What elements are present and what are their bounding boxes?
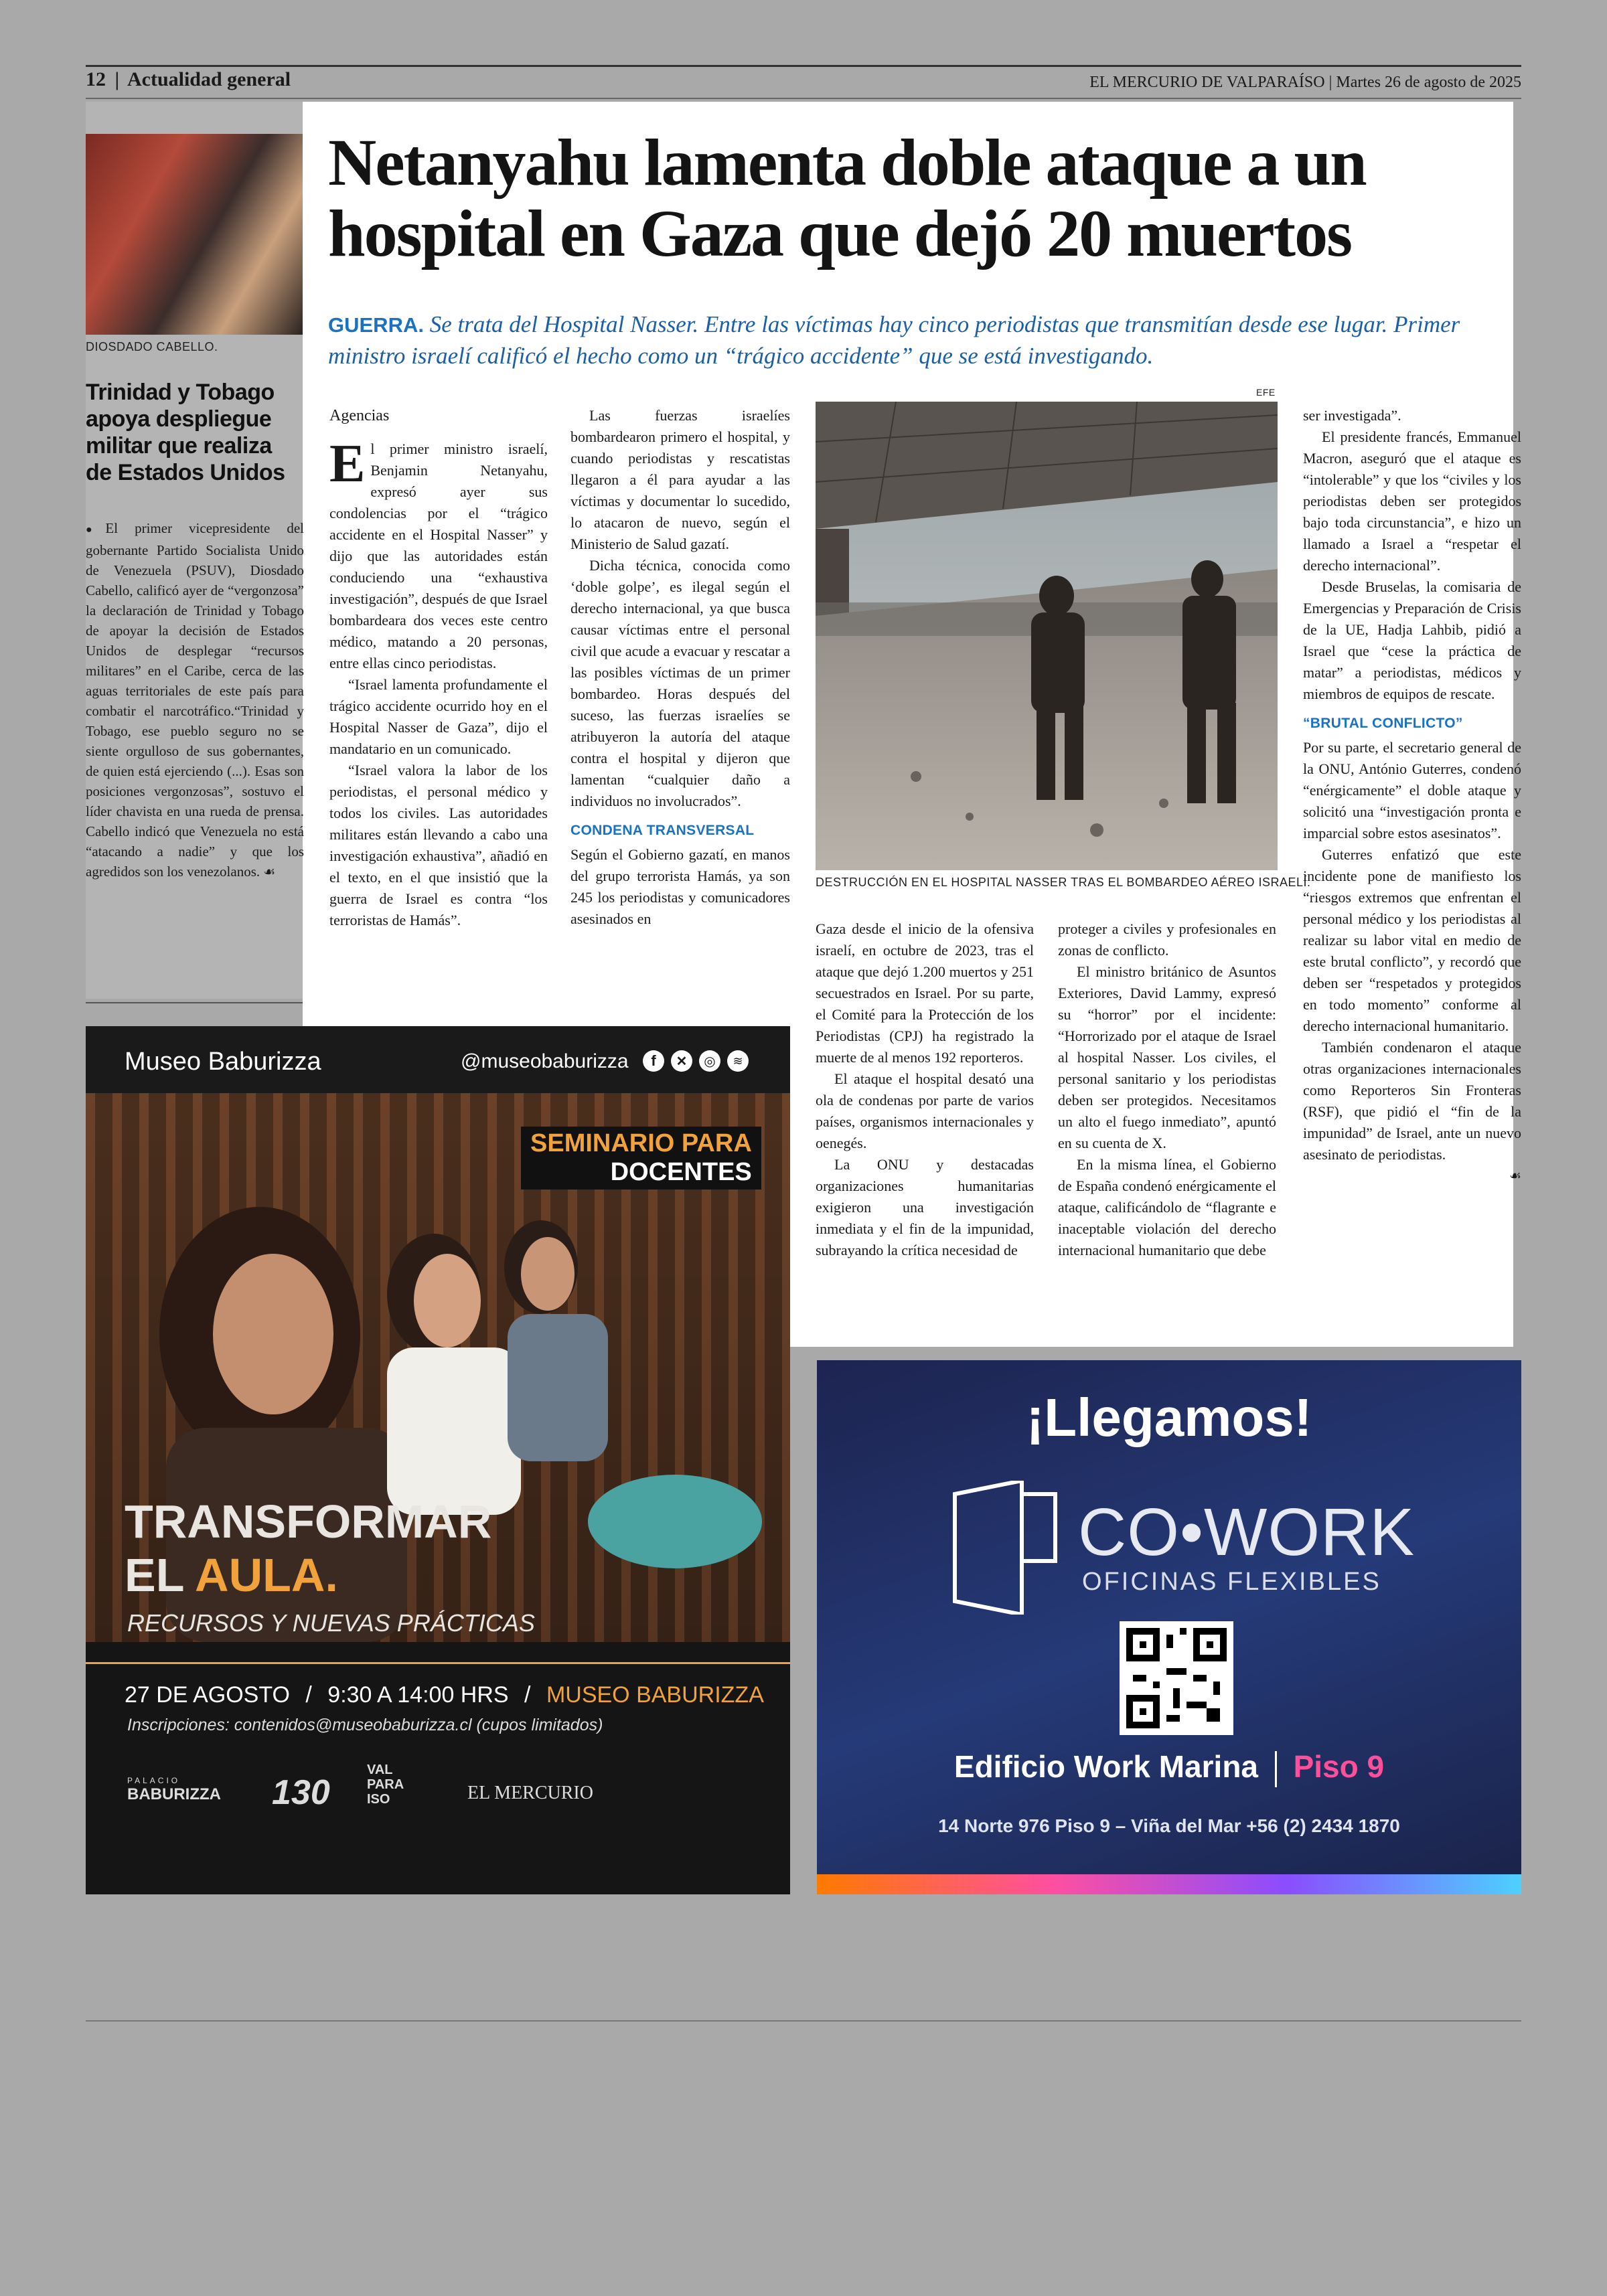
footer-rule bbox=[86, 2020, 1521, 2022]
sidebar-title: Trinidad y Tobago apoya despliegue militar que realiza de Estados Unidos bbox=[86, 380, 285, 485]
ad-cowork-building: Edificio Work Marina bbox=[953, 1749, 1259, 1784]
ad-museo-time: 9:30 A 14:00 HRS bbox=[327, 1682, 509, 1708]
article-lead-text: Se trata del Hospital Nasser. Entre las víctimas hay cinco periodistas que transmitían desde ese lugar. Primer ministro israelí calificó el hecho como un “trágico accidente” que se está investigando. bbox=[328, 311, 1460, 369]
col5-p1: ser investigada”. bbox=[1303, 407, 1401, 424]
ad-cowork[interactable] bbox=[817, 1360, 1521, 1894]
ad-museo-name: Museo Baburizza bbox=[125, 1048, 321, 1076]
page-header-left: 12 | Actualidad general bbox=[86, 68, 291, 90]
ad-cowork-color-stripe bbox=[817, 1874, 1521, 1894]
ad-cowork-title: ¡Llegamos! bbox=[1026, 1388, 1312, 1447]
header-rule-top bbox=[86, 65, 1521, 67]
ad-museo-tag-line2: DOCENTES bbox=[610, 1158, 752, 1186]
ad-museo-headline bbox=[125, 1495, 491, 1602]
byline: Agencias bbox=[329, 407, 390, 424]
ad-museo-logo1: BABURIZZA bbox=[127, 1785, 221, 1803]
article-column-1 bbox=[329, 405, 548, 931]
end-mark-icon: ☙ bbox=[263, 865, 276, 880]
ad-museo-subtitle-1: RECURSOS Y NUEVAS PRÁCTICAS bbox=[127, 1609, 535, 1637]
sidebar-rule bbox=[86, 1002, 303, 1003]
spotify-icon: ≋ bbox=[727, 1050, 749, 1072]
issue-date: Martes 26 de agosto de 2025 bbox=[1336, 74, 1521, 91]
ad-museo-tag-line1: SEMINARIO PARA bbox=[530, 1129, 752, 1157]
sidebar-photo bbox=[86, 134, 303, 335]
col1-p3: “Israel valora la labor de los periodistas, el personal médico y todos los civiles. Las autoridades militares están llevando a cabo una investigación exhaustiva”, añadió en el texto, en el que insistió que la guerra de Israel es contra “los terroristas de Hamás”. bbox=[329, 762, 548, 928]
ad-museo-rule bbox=[86, 1662, 790, 1664]
ad-cowork-brand: CO•WORK bbox=[1078, 1495, 1415, 1570]
ad-museo-logo-valparaiso: VAL PARA ISO bbox=[367, 1762, 404, 1807]
page-number: 12 bbox=[86, 68, 106, 90]
ad-museo-logo-palacio bbox=[127, 1776, 221, 1804]
col4-p1: proteger a civiles y profesionales en zonas de conflicto. bbox=[1058, 920, 1276, 959]
ad-cowork-location bbox=[817, 1748, 1521, 1787]
publication-name: EL MERCURIO DE VALPARAÍSO bbox=[1089, 74, 1325, 91]
ad-cowork-address: 14 Norte 976 Piso 9 – Viña del Mar +56 (2) 2434 1870 bbox=[938, 1815, 1400, 1836]
x-icon: ✕ bbox=[671, 1050, 692, 1072]
qr-code-graphic bbox=[1126, 1628, 1227, 1728]
col1-p2: “Israel lamenta profundamente el trágico accidente ocurrido hoy en el Hospital Nasser de Gaza”, dijo el mandatario en un comunicado. bbox=[329, 676, 548, 757]
cowork-logo-icon bbox=[948, 1481, 1062, 1618]
cowork-door-icon bbox=[948, 1481, 1062, 1615]
ad-museo-headline-1: TRANSFORMAR bbox=[125, 1495, 492, 1548]
hospital-photo-illustration bbox=[816, 402, 1278, 870]
sidebar-photo-caption: DIOSDADO CABELLO. bbox=[86, 340, 218, 353]
col2-p1: Las fuerzas israelíes bombardearon primero el hospital, y cuando periodistas y rescatistas llegaron a él para ayudar a las víctimas y documentar lo sucedido, lo atacaron de nuevo, según el Ministerio de Salud gazatí. bbox=[570, 407, 790, 552]
article-lead bbox=[328, 309, 1520, 372]
ad-museo-signup[interactable]: Inscripciones: contenidos@museobaburizza.cl (cupos limitados) bbox=[127, 1716, 603, 1734]
page-header-right: EL MERCURIO DE VALPARAÍSO | Martes 26 de agosto de 2025 bbox=[1089, 74, 1521, 91]
col5-p3: Desde Bruselas, la comisaria de Emergencias y Preparación de Crisis de la UE, Hadja Lahbib, pidió a Israel que “cese la práctica de matar” a periodistas, médicos y miembros de equipos de rescate. bbox=[1303, 578, 1521, 702]
col3-p1: Gaza desde el inicio de la ofensiva israelí, en octubre de 2023, tras el ataque que dejó 1.200 muertos y 251 secuestrados en Israel. Por su parte, el Comité para la Protección de los Periodistas (CPJ) ha registrado la muerte de al menos 192 reporteros. bbox=[816, 920, 1034, 1066]
photo-credit: EFE bbox=[1256, 387, 1276, 398]
ad-museo-event-info: 27 DE AGOSTO / 9:30 A 14:00 HRS / MUSEO BABURIZZA bbox=[125, 1682, 764, 1708]
subhead-condena: CONDENA TRANSVERSAL bbox=[570, 823, 755, 838]
col3-p2: El ataque el hospital desató una ola de condenas por parte de varios países, organismos internacionales y oenegés. bbox=[816, 1070, 1034, 1151]
facebook-icon: f bbox=[643, 1050, 664, 1072]
article-column-4 bbox=[1058, 918, 1276, 1261]
col4-p3: En la misma línea, el Gobierno de España condenó enérgicamente el ataque, calificándolo de “flagrante e inaceptable violación del derecho internacional humanitario que debe bbox=[1058, 1156, 1276, 1258]
ad-museo-venue: MUSEO BABURIZZA bbox=[546, 1682, 764, 1708]
ad-museo-handle: @museobaburizza bbox=[461, 1050, 629, 1072]
header-rule-bottom bbox=[86, 98, 1521, 99]
article-column-2 bbox=[570, 405, 790, 930]
article-column-5 bbox=[1303, 405, 1521, 1187]
sidebar-body: ●El primer vicepresidente del gobernante Partido Socialista Unido de Venezuela (PSUV), Diosdado Cabello, calificó ayer de “vergonzosa” la declaración de Trinidad y Tobago de apoyar la decisión de Estados Unidos de desplegar “recursos militares” en el Caribe, cerca de las aguas territoriales de este país para combatir el narcotráfico.“Trinidad y Tobago, ese pueblo seguro no se siente orgulloso de sus gobernantes, de quien está ejerciendo (...). Esas son posiciones vergonzosas”, sostuvo el líder chavista en una rueda de prensa. Cabello indicó que Venezuela no está “atacando a nadie” y que los agredidos son los venezolanos. ☙ bbox=[86, 520, 304, 880]
section-name: Actualidad general bbox=[127, 68, 291, 90]
col5-p5: Guterres enfatizó que este incidente pone de manifiesto los “riesgos extremos que enfrentan el personal médico y los periodistas al realizar su labor vital en medio de este brutal conflicto”, y recordó que deben ser “respetados y protegidos en todo momento” conforme al derecho internacional humanitario. bbox=[1303, 846, 1521, 1034]
col4-p2: El ministro británico de Asuntos Exteriores, David Lammy, expresó su “horror” por el incidente: “Horrorizado por el ataque de Israel al hospital Nasser. Los civiles, el personal sanitario y los periodistas deben ser protegidos. Necesitamos un alto el fuego inmediato”, apuntó en su cuenta de X. bbox=[1058, 963, 1276, 1151]
ad-museo-logo1-small: PALACIO bbox=[127, 1776, 181, 1785]
ad-museo-headline-2b: AULA. bbox=[195, 1549, 338, 1601]
article-column-3 bbox=[816, 918, 1034, 1261]
ad-cowork-tagline: OFICINAS FLEXIBLES bbox=[1082, 1568, 1381, 1596]
col5-p6: También condenaron el ataque otras organizaciones internacionales como Reporteros Sin Fronteras (RSF), que pidió el “fin de la impunidad” de Israel, ante un nuevo asesinato de periodistas. bbox=[1303, 1039, 1521, 1163]
ad-museo-footer bbox=[86, 1642, 790, 1894]
instagram-icon: ◎ bbox=[699, 1050, 720, 1072]
article-kicker: GUERRA. bbox=[328, 313, 424, 337]
sidebar-body-text: El primer vicepresidente del gobernante Partido Socialista Unido de Venezuela (PSUV), Diosdado Cabello, calificó ayer de “vergonzosa” la declaración de Trinidad y Tobago de apoyar la decisión de Estados Unidos de desplegar “recursos militares” en el Caribe, cerca de las aguas territoriales de este país para combatir el narcotráfico.“Trinidad y Tobago, ese pueblo seguro no se siente orgulloso de sus gobernantes, de quien está ejerciendo (...). Esas son posiciones vergonzosas”, sostuvo el líder chavista en una rueda de prensa. Cabello indicó que Venezuela no está “atacando a nadie” y que los agredidos son los venezolanos. bbox=[86, 520, 304, 880]
col2-p3: Según el Gobierno gazatí, en manos del grupo terrorista Hamás, ya son 245 los periodistas y comunicadores asesinados en bbox=[570, 846, 790, 927]
ad-museo-header bbox=[86, 1026, 790, 1093]
subhead-brutal-conflicto: “BRUTAL CONFLICTO” bbox=[1303, 716, 1463, 731]
col5-p4: Por su parte, el secretario general de la ONU, António Guterres, condenó “enérgicamente” el doble ataque y solicitó una “investigación pronta e imparcial sobre estos asesinatos”. bbox=[1303, 739, 1521, 841]
col3-p3: La ONU y destacadas organizaciones humanitarias exigieron una investigación inmediata y el fin de la impunidad, subrayando la crítica necesidad de bbox=[816, 1156, 1034, 1258]
ad-museo-baburizza[interactable] bbox=[86, 1026, 790, 1894]
article-photo bbox=[816, 402, 1278, 870]
col2-p2: Dicha técnica, conocida como ‘doble golpe’, es ilegal según el derecho internacional, ya que busca causar víctimas entre el personal civil que acude a evacuar y rescatar a las posibles víctimas de un primer bombardeo. Horas después del suceso, las fuerzas israelíes se atribuyeron la autoría del ataque contra el hospital y dijeron que lamentan “cualquier daño a individuos no involucrados”. bbox=[570, 557, 790, 809]
ad-cowork-floor: Piso 9 bbox=[1293, 1749, 1385, 1784]
col5-p2: El presidente francés, Emmanuel Macron, aseguró que el ataque es “intolerable” y que los “civiles y los periodistas deben ser protegidos bajo toda circunstancia”, e hizo un llamado a Israel a “respetar el derecho internacional”. bbox=[1303, 428, 1521, 574]
drop-cap: E bbox=[329, 434, 366, 493]
ad-museo-logo-mercurio: EL MERCURIO bbox=[467, 1783, 593, 1803]
photo-caption: DESTRUCCIÓN EN EL HOSPITAL NASSER TRAS EL BOMBARDEO AÉREO ISRAELÍ. bbox=[816, 876, 1311, 889]
ad-museo-logo-130: 130 bbox=[272, 1773, 330, 1812]
article-headline: Netanyahu lamenta doble ataque a un hospital en Gaza que dejó 20 muertos bbox=[328, 125, 1366, 270]
ad-museo-tag bbox=[521, 1127, 761, 1190]
ad-museo-headline-2a: EL bbox=[125, 1549, 196, 1601]
col1-p1: l primer ministro israelí, Benjamin Netanyahu, expresó ayer sus condolencias por el “trágico accidente en el Hospital Nasser” y dijo que las autoridades están conduciendo una “exhaustiva investigación”, después de que Israel bombardeara dos veces este centro médico, matando a 20 personas, entre ellas cinco periodistas. bbox=[329, 440, 548, 671]
ad-museo-date: 27 DE AGOSTO bbox=[125, 1682, 290, 1708]
social-icons bbox=[643, 1050, 749, 1072]
article-end-icon: ☙ bbox=[1509, 1169, 1521, 1183]
qr-code-icon[interactable] bbox=[1120, 1621, 1233, 1735]
